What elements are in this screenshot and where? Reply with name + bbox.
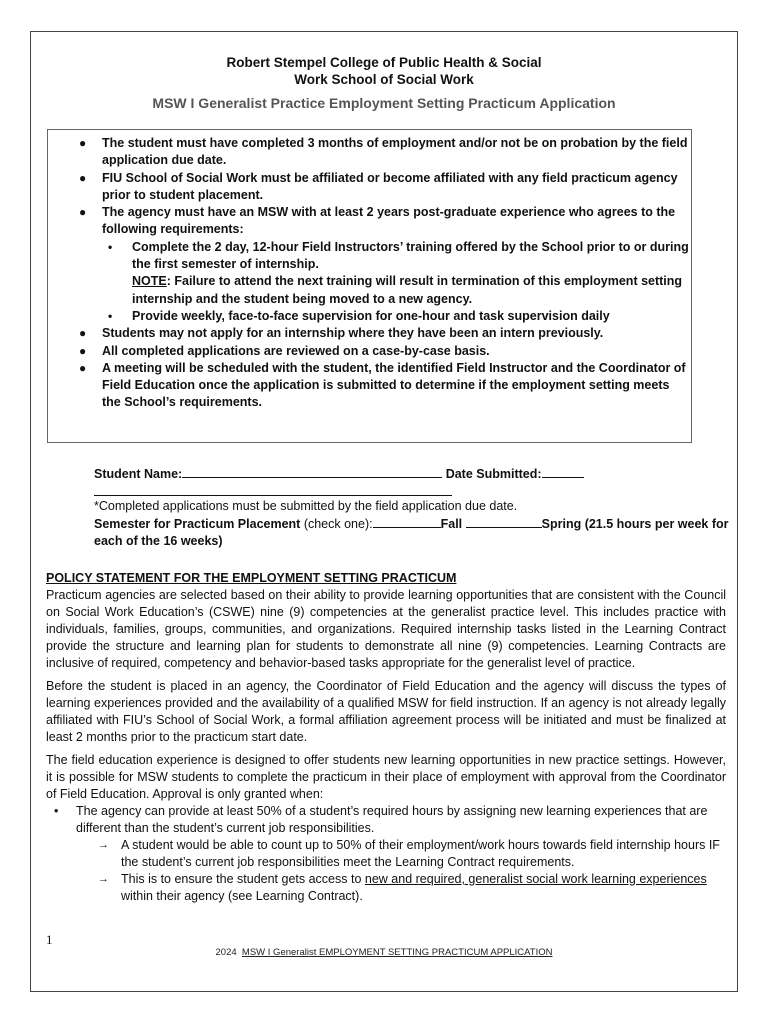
requirement-item [48, 135, 691, 170]
approval-subcondition [46, 871, 726, 905]
application-form [94, 465, 734, 550]
due-date-note: *Completed applications must be submitted by the field application due date. [94, 499, 518, 513]
requirement-item [48, 204, 691, 239]
footer-year: 2024 [215, 947, 237, 958]
arrow-right-icon: → [98, 873, 109, 885]
student-name-label: Student Name: [94, 467, 183, 481]
semester-hint: (check one): [300, 517, 373, 531]
policy-statement [46, 570, 726, 905]
form-title: MSW I Generalist Practice Employment Setting Practicum Application [152, 95, 616, 111]
institution-line-2: Work School of Social Work [294, 72, 474, 87]
option-spring: Spring (21.5 hours per week for each of the 16 weeks) [94, 517, 729, 548]
student-name-field[interactable] [182, 465, 442, 478]
policy-paragraph-3: The field education experience is designed to offer students new learning opportunities in new practice settings. However, it is possible for MSW students to complete the practicum in their place of employment with approval from the Coordinator of Field Education. Approval is only granted when: [46, 753, 726, 801]
note-text: : Failure to attend the next training will result in termination of this employment setting internship and the student being moved to a new agency. [132, 274, 683, 306]
option-fall: Fall [440, 517, 463, 531]
student-name-row [94, 465, 734, 483]
arrow-right-icon: → [98, 839, 109, 851]
institution-line-1: Robert Stempel College of Public Health & Social [226, 55, 542, 70]
subcondition-text: within their agency (see Learning Contract). [121, 889, 363, 903]
subitem-text: Provide weekly, face-to-face supervision for one-hour and task supervision daily [132, 308, 610, 323]
requirement-item [48, 360, 691, 412]
requirement-subitem [48, 239, 691, 308]
bullet-icon: • [108, 239, 113, 254]
spring-checkbox-line[interactable] [466, 515, 542, 528]
bullet-icon: ● [79, 343, 87, 358]
requirement-text: All completed applications are reviewed on a case-by-case basis. [102, 343, 490, 358]
requirement-item [48, 325, 691, 342]
page-number: 1 [46, 932, 53, 947]
policy-paragraph-2: Before the student is placed in an agency, the Coordinator of Field Education and the agency will discuss the types of learning experiences provided and the availability of a qualified MSW for field instruction. If an agency is not already legally affiliated with FIU’s School of Social Work, a formal affiliation agreement process will be initiated and must be finalized at least 2 months prior to the practicum start date. [46, 679, 726, 744]
note-label: NOTE [132, 274, 167, 289]
requirement-text: FIU School of Social Work must be affiliated or become affiliated with any field practicum agency prior to student placement. [102, 170, 678, 202]
requirement-text: The student must have completed 3 months of employment and/or not be on probation by the field application due date. [102, 136, 688, 168]
bullet-icon: ● [79, 205, 87, 220]
date-submitted-field[interactable] [542, 465, 584, 478]
semester-row [94, 515, 734, 550]
subitem-text: Complete the 2 day, 12-hour Field Instructors’ training offered by the School prior to or during the first semester of internship. [132, 239, 689, 272]
policy-heading: POLICY STATEMENT FOR THE EMPLOYMENT SETTING PRACTICUM [46, 571, 457, 585]
approval-condition [46, 803, 726, 837]
date-submitted-label: Date Submitted: [445, 467, 542, 481]
underlined-emphasis: new and required, generalist social work learning experiences [364, 872, 707, 886]
bullet-icon: • [108, 308, 113, 323]
semester-label: Semester for Practicum Placement [94, 517, 301, 531]
requirement-item [48, 170, 691, 205]
requirement-text: The agency must have an MSW with at least 2 years post-graduate experience who agrees to the following requirements: [102, 205, 676, 237]
bullet-icon: ● [79, 326, 87, 341]
requirement-subitem [48, 308, 691, 325]
bullet-icon: ● [79, 136, 87, 150]
requirement-text: Students may not apply for an internship where they have been an intern previously. [102, 326, 604, 341]
bullet-icon: ● [79, 360, 87, 375]
requirement-item [48, 343, 691, 360]
footer-title: MSW I Generalist EMPLOYMENT SETTING PRACTICUM APPLICATION [241, 947, 553, 958]
approval-condition-text: The agency can provide at least 50% of a student’s required hours by assigning new learning experiences that are different than the student’s current job responsibilities. [76, 804, 708, 835]
subcondition-text: A student would be able to count up to 50% of their employment/work hours towards field internship hours IF the student’s current job responsibilities meet the Learning Contract requirements. [121, 838, 720, 869]
requirements-list [48, 135, 691, 412]
requirement-text: A meeting will be scheduled with the student, the identified Field Instructor and the Coordinator of Field Education once the application is submitted to determine if the employment setting meets the School’s requirements. [102, 360, 686, 410]
institution-name [31, 54, 737, 88]
subcondition-text: This is to ensure the student gets access to [121, 872, 365, 886]
bullet-icon: ● [79, 170, 87, 185]
student-name-continuation-line[interactable] [94, 489, 452, 496]
document-page [30, 31, 738, 992]
policy-paragraph-1: Practicum agencies are selected based on their ability to provide learning opportunities that are consistent with the Council on Social Work Education’s (CSWE) nine (9) competencies at the generalist practice level. This includes practice with individuals, families, groups, communities, and organizations. Required internship tasks listed in the Learning Contract provide the structure and learning plan for students to demonstrate all nine (9) competencies. Learning Contracts are inclusive of required, competency and behavior-based tasks appropriate for the generalist level of practice. [46, 588, 726, 670]
approval-subcondition [46, 837, 726, 871]
requirements-box [47, 129, 692, 443]
bullet-icon: • [54, 804, 59, 818]
page-footer [31, 947, 737, 958]
fall-checkbox-line[interactable] [373, 515, 441, 528]
